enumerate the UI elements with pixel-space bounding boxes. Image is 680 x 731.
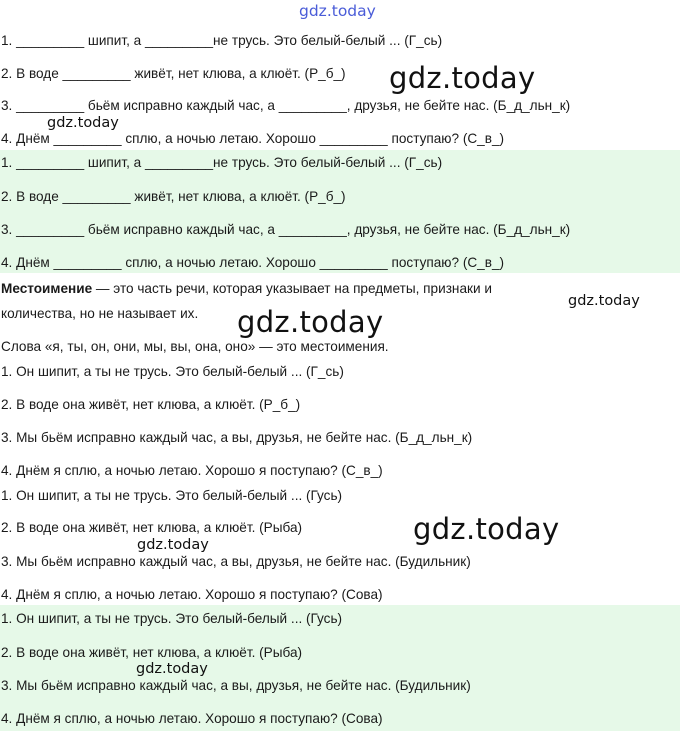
pronoun-line-4: 4. Днём я сплю, а ночью летаю. Хорошо я поступаю? (С_в_)	[1, 463, 383, 478]
watermark-large: gdz.today	[413, 512, 560, 546]
pronoun-line-1: 1. Он шипит, а ты не трусь. Это белый-белый ... (Г_сь)	[1, 364, 344, 379]
watermark-small: gdz.today	[136, 661, 208, 677]
watermark-large: gdz.today	[237, 305, 384, 339]
riddle-line-3: 3. _________ бьём исправно каждый час, а _________, друзья, не бейте нас. (Б_д_льн_к)	[1, 98, 571, 113]
definition-line-2: количества, но не называет их.	[1, 306, 199, 321]
watermark-top: gdz.today	[299, 2, 376, 20]
answer-blank-line-3: 3. _________ бьём исправно каждый час, а _________, друзья, не бейте нас. (Б_д_льн_к)	[1, 222, 571, 237]
definition-text: — это часть речи, которая указывает на предметы, признаки и	[92, 281, 492, 296]
solved-line-1: 1. Он шипит, а ты не трусь. Это белый-белый ... (Гусь)	[1, 488, 343, 503]
answer-blank-line-1: 1. _________ шипит, а _________не трусь. Это белый-белый ... (Г_сь)	[1, 155, 443, 170]
riddle-line-1: 1. _________ шипит, а _________не трусь. Это белый-белый ... (Г_сь)	[1, 33, 443, 48]
watermark-small: gdz.today	[137, 537, 209, 553]
answer-blank-line-4: 4. Днём _________ сплю, а ночью летаю. Хорошо _________ поступаю? (С_в_)	[1, 255, 505, 270]
pronouns-sentence: Слова «я, ты, он, они, мы, вы, она, оно» — это местоимения.	[1, 339, 389, 354]
final-answer-line-4: 4. Днём я сплю, а ночью летаю. Хорошо я поступаю? (Сова)	[1, 711, 383, 726]
final-answer-line-3: 3. Мы бьём исправно каждый час, а вы, друзья, не бейте нас. (Будильник)	[1, 678, 471, 693]
final-answer-line-2: 2. В воде она живёт, нет клюва, а клюёт. (Рыба)	[1, 645, 303, 660]
riddle-line-2: 2. В воде _________ живёт, нет клюва, а клюёт. (Р_б_)	[1, 66, 346, 81]
solved-line-4: 4. Днём я сплю, а ночью летаю. Хорошо я поступаю? (Сова)	[1, 587, 383, 602]
riddle-line-4: 4. Днём _________ сплю, а ночью летаю. Хорошо _________ поступаю? (С_в_)	[1, 131, 505, 146]
solved-line-2: 2. В воде она живёт, нет клюва, а клюёт. (Рыба)	[1, 520, 303, 535]
definition-term: Местоимение	[1, 281, 93, 296]
final-answer-line-1: 1. Он шипит, а ты не трусь. Это белый-белый ... (Гусь)	[1, 611, 343, 626]
pronoun-line-3: 3. Мы бьём исправно каждый час, а вы, друзья, не бейте нас. (Б_д_льн_к)	[1, 430, 473, 445]
answer-blank-line-2: 2. В воде _________ живёт, нет клюва, а клюёт. (Р_б_)	[1, 189, 346, 204]
watermark-small: gdz.today	[568, 293, 640, 309]
solved-line-3: 3. Мы бьём исправно каждый час, а вы, друзья, не бейте нас. (Будильник)	[1, 554, 471, 569]
watermark-small: gdz.today	[47, 115, 119, 131]
watermark-large: gdz.today	[389, 61, 536, 95]
pronoun-line-2: 2. В воде она живёт, нет клюва, а клюёт. (Р_б_)	[1, 397, 301, 412]
